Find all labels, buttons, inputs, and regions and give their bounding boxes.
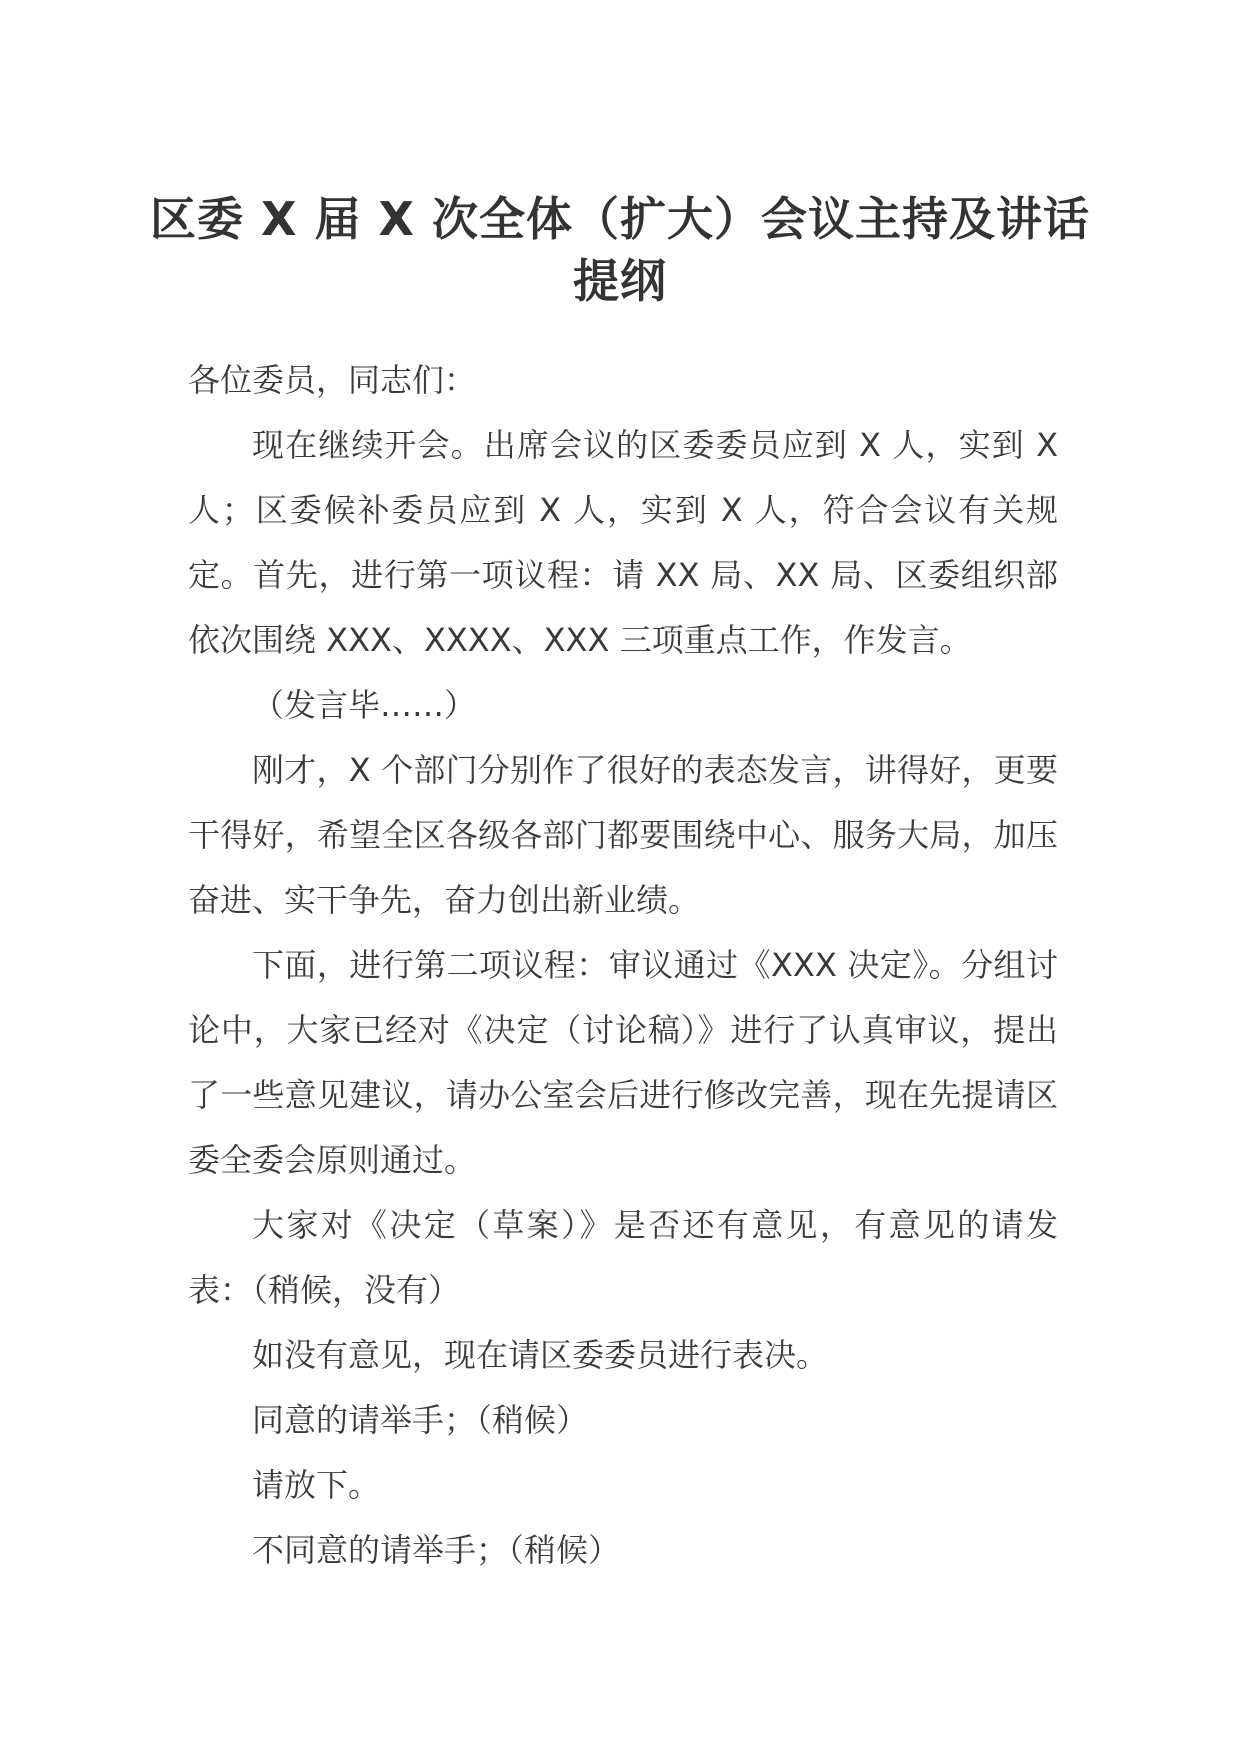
document-body (188, 348, 1058, 1583)
paragraph-remarks: 刚才，X 个部门分别作了很好的表态发言，讲得好，更要干得好，希望全区各级各部门都要围绕中心、服务大局，加压奋进、实干争先，奋力创出新业绩。 (188, 751, 1058, 919)
paragraph-opinions: 大家对《决定（草案）》是否还有意见，有意见的请发表：（稍候，没有） (188, 1206, 1058, 1309)
paragraph-agree: 同意的请举手；（稍候） (252, 1401, 589, 1439)
paragraph-opening: 现在继续开会。出席会议的区委委员应到 X 人，实到 X 人；区委候补委员应到 X 人，实到 X 人，符合会议有关规定。首先，进行第一项议程：请 XX 局、XX 局、区委组织部依次围绕 XXX、XXXX、XXX 三项重点工作，作发言。 (188, 426, 1058, 659)
paragraph-speech-end: （发言毕……） (252, 686, 477, 724)
paragraph-disagree: 不同意的请举手；（稍候） (252, 1531, 621, 1569)
paragraph-vote-call: 如没有意见，现在请区委委员进行表决。 (252, 1336, 829, 1374)
paragraph-second-agenda: 下面，进行第二项议程：审议通过《XXX 决定》。分组讨论中，大家已经对《决定（讨论稿）》进行了认真审议，提出了一些意见建议，请办公室会后进行修改完善，现在先提请区委全委会原则通过。 (188, 946, 1058, 1179)
salutation: 各位委员，同志们： (188, 361, 477, 399)
paragraph-put-down: 请放下。 (252, 1466, 381, 1504)
document-title: 区委 X 届 X 次全体（扩大）会议主持及讲话提纲 (150, 192, 1090, 308)
